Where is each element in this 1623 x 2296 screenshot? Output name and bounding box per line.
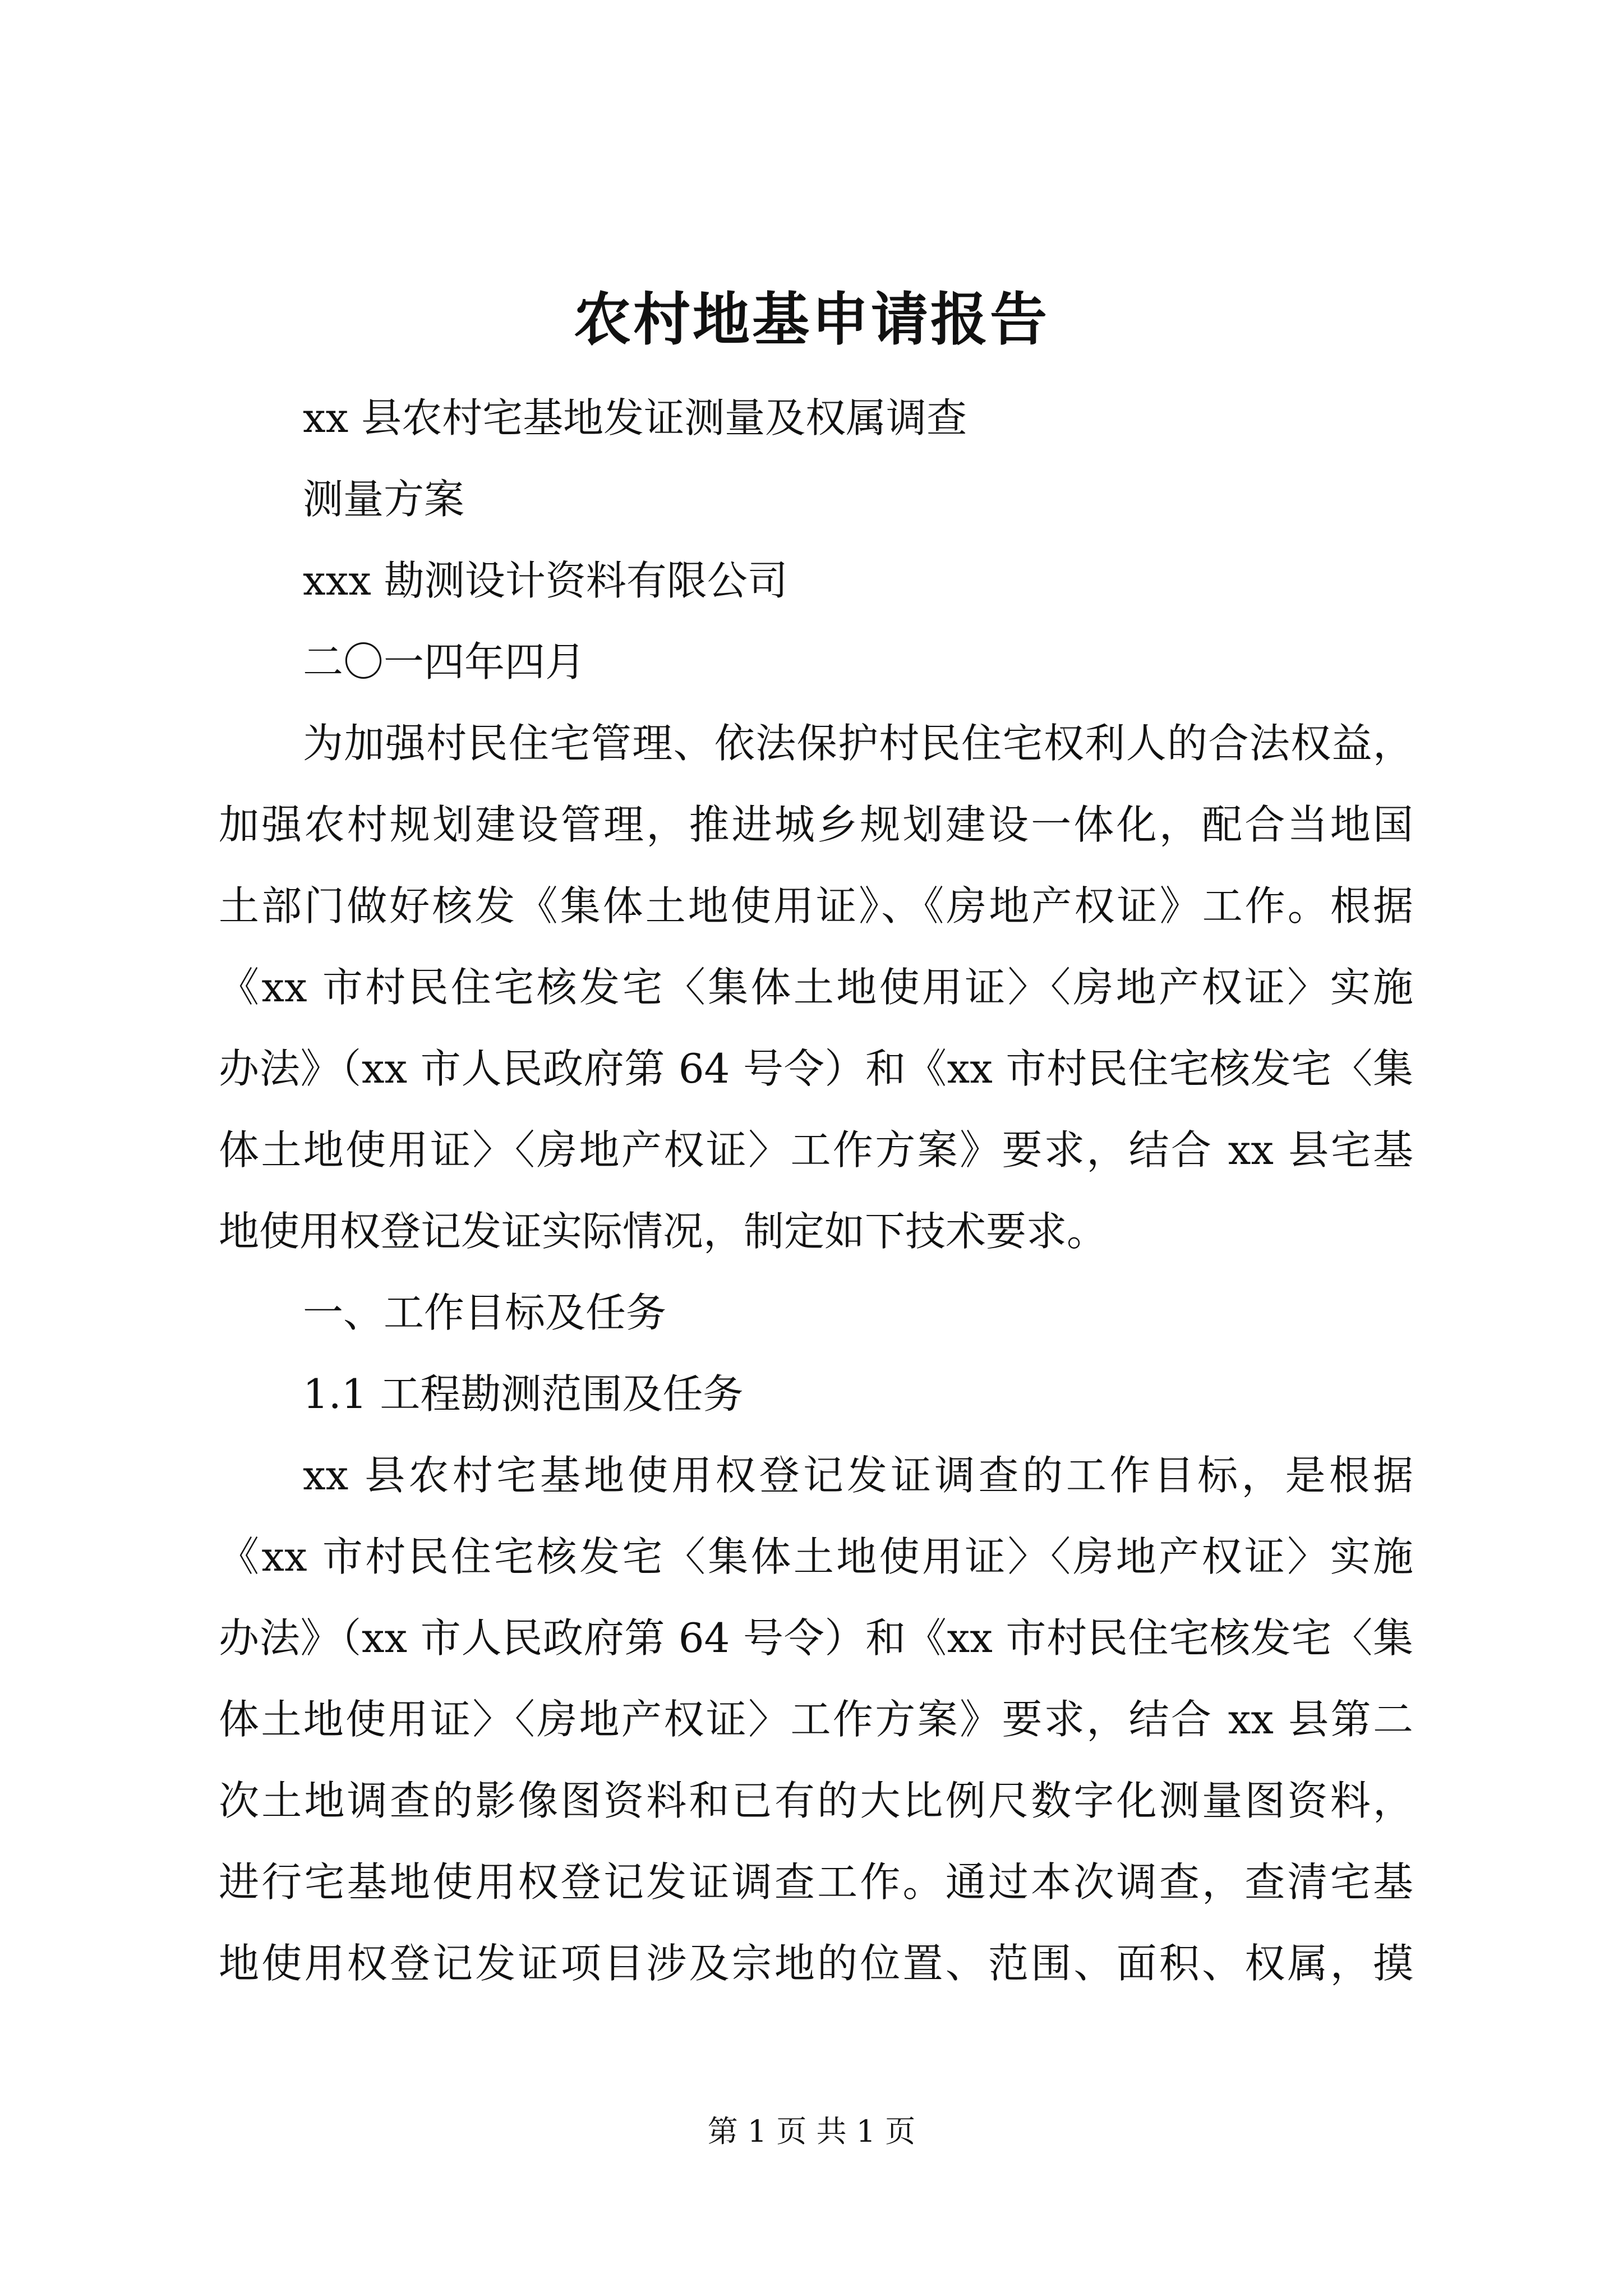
paragraph-line: 体土地使用证〉〈房地产权证〉工作方案》要求，结合 xx 县宅基 — [219, 1126, 1413, 1174]
paragraph-line: 进行宅基地使用权登记发证调查工作。通过本次调查，查清宅基 — [219, 1858, 1413, 1906]
paragraph-line: 《xx 市村民住宅核发宅〈集体土地使用证〉〈房地产权证〉实施 — [219, 1533, 1413, 1580]
paragraph-line: 地使用权登记发证项目涉及宗地的位置、范围、面积、权属，摸 — [219, 1940, 1413, 1987]
text-line: xxx 勘测设计资料有限公司 — [303, 557, 788, 604]
section-heading: 一、工作目标及任务 — [303, 1289, 667, 1336]
paragraph-line: 地使用权登记发证实际情况，制定如下技术要求。 — [219, 1208, 1108, 1255]
page-footer: 第 1 页 共 1 页 — [707, 2114, 916, 2149]
text-line: 测量方案 — [303, 476, 465, 523]
paragraph-line: 《xx 市村民住宅核发宅〈集体土地使用证〉〈房地产权证〉实施 — [219, 964, 1413, 1011]
document-title: 农村地基申请报告 — [574, 286, 1049, 353]
paragraph-line: 次土地调查的影像图资料和已有的大比例尺数字化测量图资料， — [219, 1777, 1413, 1824]
paragraph-line: 体土地使用证〉〈房地产权证〉工作方案》要求，结合 xx 县第二 — [219, 1696, 1413, 1743]
paragraph-line: 为加强村民住宅管理、依法保护村民住宅权利人的合法权益， — [303, 720, 1413, 767]
paragraph-line: 土部门做好核发《集体土地使用证》、《房地产权证》工作。根据 — [219, 882, 1413, 930]
paragraph-line: 办法》（xx 市人民政府第 64 号令）和《xx 市村民住宅核发宅〈集 — [219, 1614, 1413, 1662]
subsection-heading: 1.1 工程勘测范围及任务 — [303, 1370, 744, 1418]
paragraph-line: 加强农村规划建设管理，推进城乡规划建设一体化，配合当地国 — [219, 801, 1413, 848]
paragraph-line: xx 县农村宅基地使用权登记发证调查的工作目标，是根据 — [303, 1452, 1413, 1499]
text-line: 二〇一四年四月 — [303, 638, 586, 685]
text-line: xx 县农村宅基地发证测量及权属调查 — [303, 394, 967, 441]
paragraph-line: 办法》（xx 市人民政府第 64 号令）和《xx 市村民住宅核发宅〈集 — [219, 1045, 1413, 1092]
